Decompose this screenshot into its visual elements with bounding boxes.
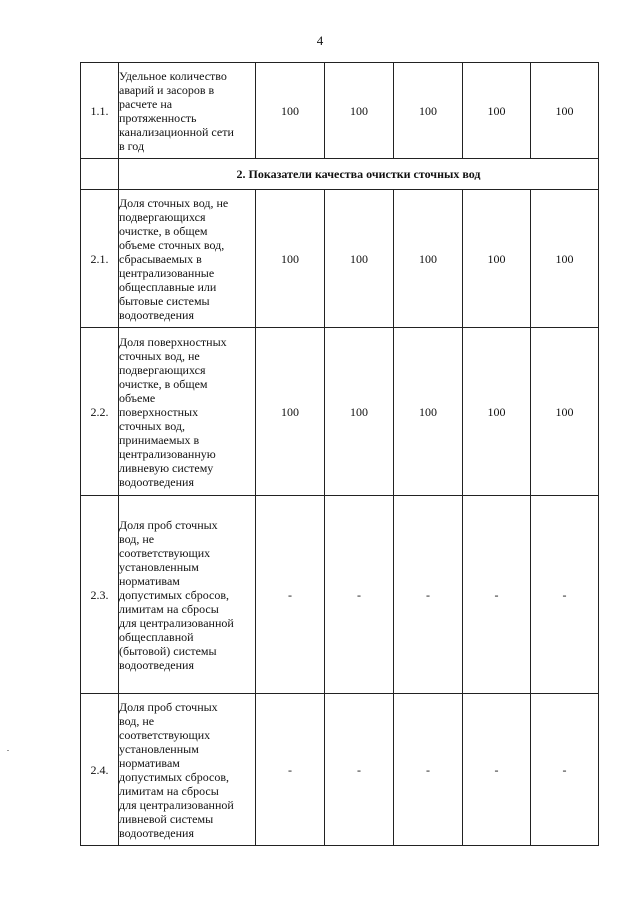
value-cell: 100 xyxy=(531,190,599,328)
table-row xyxy=(81,496,599,694)
value-cell: 100 xyxy=(256,328,325,496)
value-cell: 100 xyxy=(256,190,325,328)
value-cell: - xyxy=(531,694,599,846)
value-cell: 100 xyxy=(256,63,325,159)
value-cell: - xyxy=(463,496,531,694)
section-row xyxy=(81,159,599,190)
value-cell: 100 xyxy=(325,190,394,328)
row-description: Доля проб сточных вод, не соответствующих установленным нормативам допустимых сбросов, лимитам на сбросы для централизованной общесплавной (бытовой) системы водоотведения xyxy=(119,496,256,694)
section-title: 2. Показатели качества очистки сточных вод xyxy=(119,159,599,190)
row-description: Удельное количество аварий и засоров в расчете на протяженность канализационной сети в год xyxy=(119,63,256,159)
scan-speck xyxy=(7,750,9,751)
value-cell: - xyxy=(256,694,325,846)
value-cell: - xyxy=(256,496,325,694)
value-cell: 100 xyxy=(325,328,394,496)
row-number: 2.3. xyxy=(81,496,119,694)
indicators-table xyxy=(80,62,599,846)
value-cell: - xyxy=(325,694,394,846)
row-number: 2.4. xyxy=(81,694,119,846)
value-cell: 100 xyxy=(394,190,463,328)
value-cell: 100 xyxy=(531,328,599,496)
row-number: 2.2. xyxy=(81,328,119,496)
row-number: 1.1. xyxy=(81,63,119,159)
table-row xyxy=(81,63,599,159)
value-cell: 100 xyxy=(463,63,531,159)
value-cell: 100 xyxy=(394,328,463,496)
value-cell: 100 xyxy=(394,63,463,159)
value-cell: - xyxy=(463,694,531,846)
row-description: Доля сточных вод, не подвергающихся очистке, в общем объеме сточных вод, сбрасываемых в централизованные общесплавные или бытовые системы водоотведения xyxy=(119,190,256,328)
value-cell: 100 xyxy=(463,328,531,496)
value-cell: 100 xyxy=(531,63,599,159)
row-description: Доля поверхностных сточных вод, не подвергающихся очистке, в общем объеме поверхностных сточных вод, принимаемых в централизованную ливневую систему водоотведения xyxy=(119,328,256,496)
value-cell: - xyxy=(394,694,463,846)
row-number: 2.1. xyxy=(81,190,119,328)
table-row xyxy=(81,328,599,496)
value-cell: - xyxy=(394,496,463,694)
page-number: 4 xyxy=(316,33,324,48)
table-row xyxy=(81,694,599,846)
value-cell: 100 xyxy=(463,190,531,328)
table-row xyxy=(81,190,599,328)
value-cell: 100 xyxy=(325,63,394,159)
value-cell: - xyxy=(531,496,599,694)
value-cell: - xyxy=(325,496,394,694)
row-description: Доля проб сточных вод, не соответствующих установленным нормативам допустимых сбросов, лимитам на сбросы для централизованной ливневой системы водоотведения xyxy=(119,694,256,846)
